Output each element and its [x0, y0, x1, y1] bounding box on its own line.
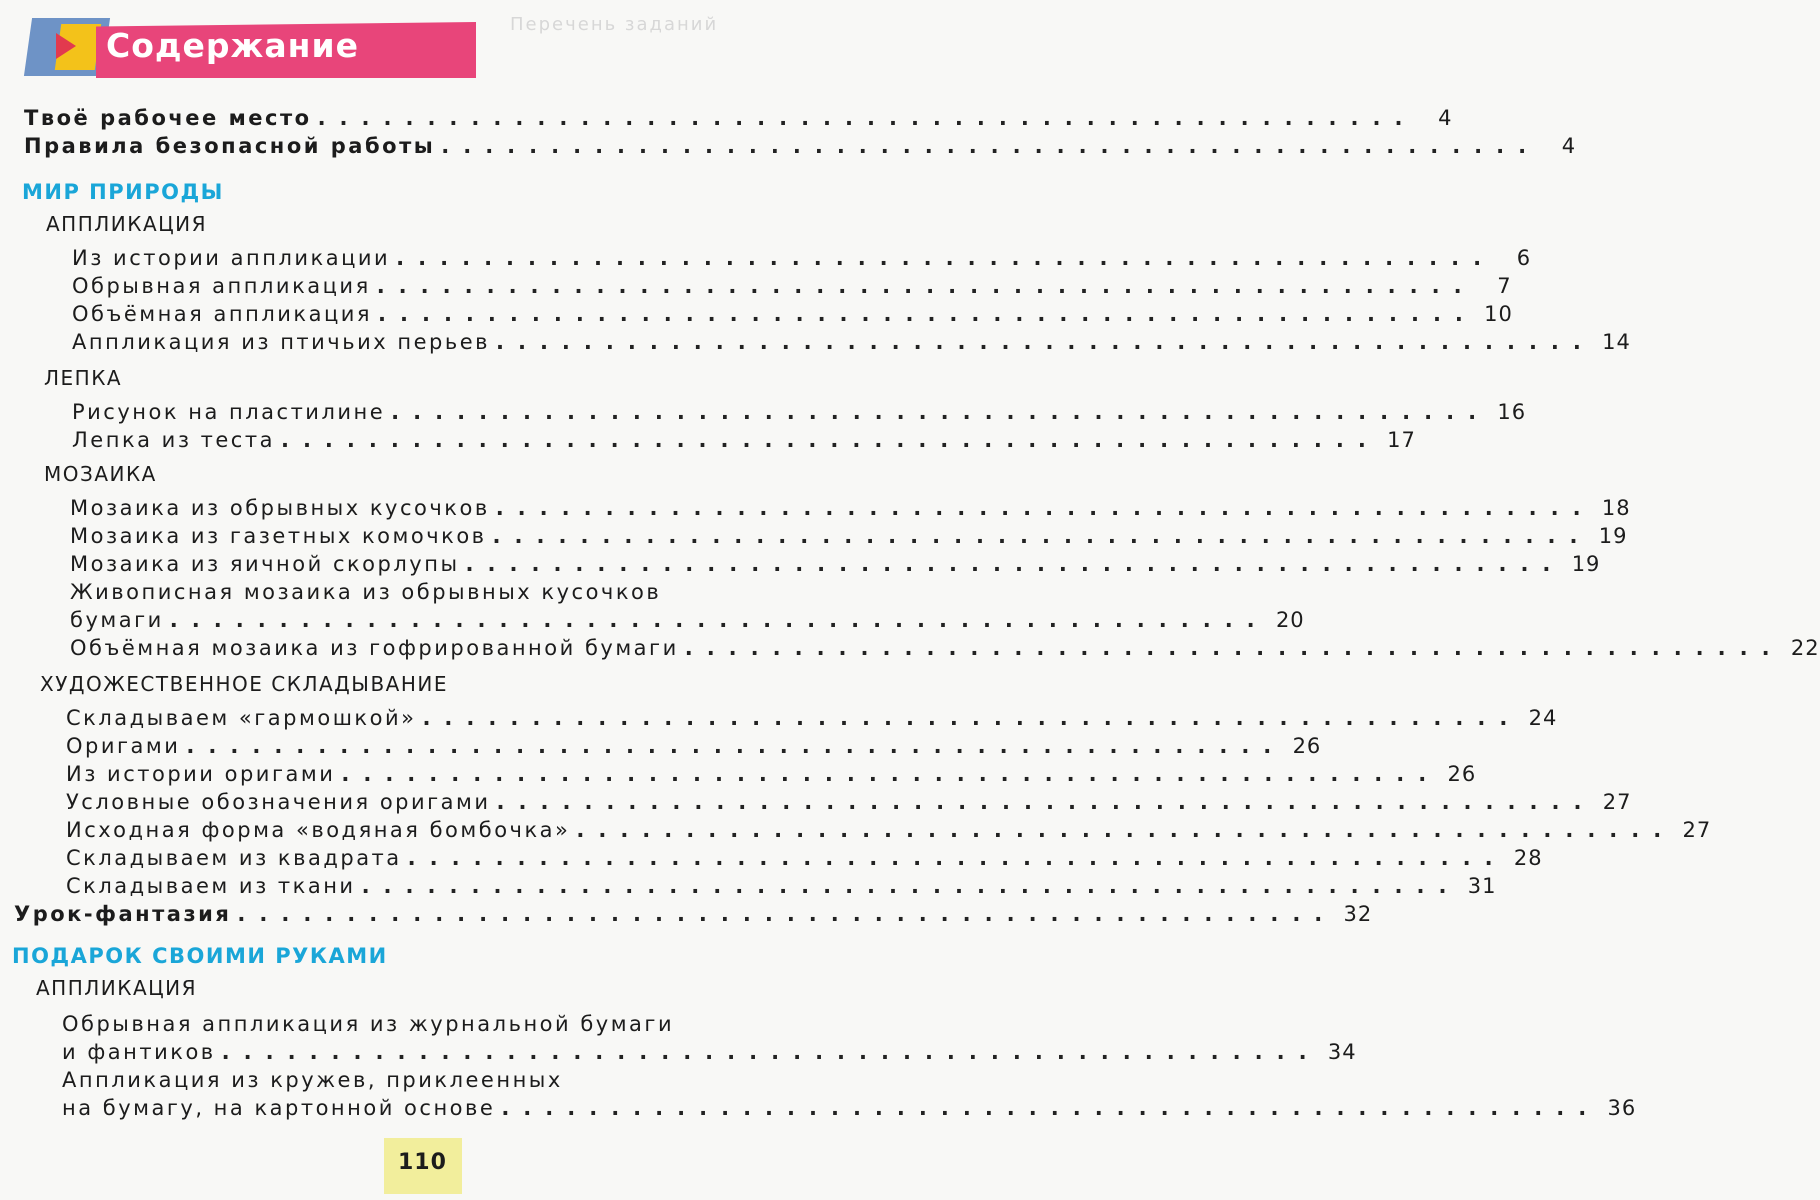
toc-row[interactable] [70, 524, 1628, 552]
toc-row-label: на бумагу, на картонной основе [62, 1096, 496, 1120]
toc-row[interactable] [72, 274, 1512, 302]
toc-row[interactable] [72, 246, 1532, 274]
toc-row[interactable] [70, 636, 1820, 664]
toc-row-label-line1: Аппликация из кружев, приклеенных [62, 1068, 563, 1092]
leader-dots: .................................................. [492, 524, 1592, 548]
toc-row-label: Исходная форма «водяная бомбочка» [66, 818, 571, 842]
toc-row-page: 27 [1602, 790, 1632, 814]
toc-row-label-line1: Живописная мозаика из обрывных кусочков [70, 580, 662, 604]
toc-row-fantasy-lesson[interactable] [14, 902, 1373, 930]
section-title-nature: МИР ПРИРОДЫ [22, 180, 224, 204]
leader-dots: .................................................. [684, 636, 1784, 660]
toc-row-label: Условные обозначения оригами [66, 790, 491, 814]
leader-dots: .................................................. [391, 400, 1491, 424]
toc-row-label: Оригами [66, 734, 181, 758]
leader-dots: .................................................. [341, 762, 1441, 786]
leader-dots: .................................................. [576, 818, 1676, 842]
toc-row-workplace[interactable] [24, 106, 1453, 134]
toc-row-page: 14 [1602, 330, 1631, 354]
toc-row-label: Лепка из теста [72, 428, 275, 452]
group-title-applique: АППЛИКАЦИЯ [36, 976, 198, 1000]
leader-dots: .................................................. [186, 734, 1286, 758]
toc-row-label: Рисунок на пластилине [72, 400, 386, 424]
leader-dots: .................................................. [376, 274, 1476, 298]
toc-row-label: Из истории аппликации [72, 246, 391, 270]
toc-row-page: 31 [1467, 874, 1497, 898]
toc-row-label: Складываем из квадрата [66, 846, 402, 870]
leader-dots: .................................................. [396, 246, 1496, 270]
leader-dots: .................................................. [280, 428, 1380, 452]
toc-row[interactable] [72, 330, 1631, 358]
toc-row-label: Складываем «гармошкой» [66, 706, 417, 730]
toc-row[interactable] [66, 818, 1712, 846]
group-title-applique: АППЛИКАЦИЯ [46, 212, 208, 236]
toc-row-page: 10 [1484, 302, 1513, 326]
page-title: Содержание [106, 26, 359, 65]
toc-row[interactable] [70, 496, 1631, 524]
toc-row-page: 19 [1571, 552, 1601, 576]
toc-row[interactable] [62, 1096, 1637, 1124]
toc-row-label: Твоё рабочее место [24, 106, 312, 130]
toc-row-page: 27 [1682, 818, 1712, 842]
toc-row-page: 20 [1275, 608, 1305, 632]
toc-row-label: Мозаика из обрывных кусочков [70, 496, 490, 520]
toc-row-label: бумаги [70, 608, 164, 632]
toc-row[interactable] [70, 608, 1305, 636]
toc-row-label: Мозаика из газетных комочков [70, 524, 487, 548]
group-title-mosaic: МОЗАИКА [44, 462, 157, 486]
page-number: 110 [398, 1150, 447, 1175]
toc-row-page: 7 [1497, 274, 1512, 298]
group-title-folding: ХУДОЖЕСТВЕННОЕ СКЛАДЫВАНИЕ [40, 672, 448, 696]
faded-top-text: Перечень заданий [510, 14, 719, 35]
play-triangle-icon [56, 33, 76, 59]
toc-row[interactable] [66, 734, 1322, 762]
toc-row-page: 18 [1601, 496, 1631, 520]
toc-row-page: 32 [1343, 902, 1373, 926]
toc-row-page: 22 [1790, 636, 1820, 660]
toc-row-label: Складываем из ткани [66, 874, 356, 898]
toc-row-label: Аппликация из птичьих перьев [72, 330, 490, 354]
toc-row-page: 17 [1387, 428, 1416, 452]
section-title-gift: ПОДАРОК СВОИМИ РУКАМИ [12, 944, 388, 968]
toc-row[interactable] [66, 762, 1477, 790]
toc-row-safety-rules[interactable] [24, 134, 1577, 162]
leader-dots: .................................................. [378, 302, 1477, 326]
toc-row-page: 24 [1528, 706, 1558, 730]
toc-row[interactable] [70, 552, 1601, 580]
leader-dots: .................................................. [501, 1096, 1601, 1120]
toc-row[interactable] [66, 846, 1543, 874]
leader-dots: .................................................. [496, 790, 1596, 814]
toc-row[interactable] [66, 874, 1497, 902]
leader-dots: .................................................. [441, 134, 1541, 158]
toc-row[interactable] [66, 706, 1558, 734]
leader-dots: .................................................. [495, 496, 1595, 520]
toc-row-label: Из истории оригами [66, 762, 336, 786]
leader-dots: .................................................. [422, 706, 1522, 730]
toc-row[interactable] [66, 790, 1632, 818]
leader-dots: .................................................. [465, 552, 1565, 576]
toc-row-label: и фантиков [62, 1040, 216, 1064]
toc-row-label-line1: Обрывная аппликация из журнальной бумаги [62, 1012, 675, 1036]
toc-row-page: 28 [1513, 846, 1543, 870]
leader-dots: .................................................. [407, 846, 1507, 870]
toc-row-label: Мозаика из яичной скорлупы [70, 552, 460, 576]
toc-row-page: 36 [1607, 1096, 1637, 1120]
toc-row[interactable] [62, 1040, 1357, 1068]
toc-row-label: Объёмная мозаика из гофрированной бумаги [70, 636, 679, 660]
leader-dots: .................................................. [237, 902, 1337, 926]
leader-dots: .................................................. [221, 1040, 1321, 1064]
toc-row[interactable] [72, 302, 1513, 330]
toc-row-page: 19 [1598, 524, 1628, 548]
toc-row-page: 4 [1438, 106, 1453, 130]
toc-row[interactable] [72, 400, 1527, 428]
toc-row-page: 26 [1292, 734, 1322, 758]
toc-row[interactable] [72, 428, 1416, 456]
leader-dots: .................................................. [169, 608, 1269, 632]
toc-row-label: Урок-фантазия [14, 902, 232, 926]
toc-row-label: Правила безопасной работы [24, 134, 436, 158]
toc-row-page: 16 [1497, 400, 1527, 424]
toc-row-label: Объёмная аппликация [72, 302, 373, 326]
leader-dots: .................................................. [361, 874, 1461, 898]
toc-row-page: 34 [1327, 1040, 1357, 1064]
toc-row-page: 26 [1447, 762, 1477, 786]
toc-row-page: 4 [1561, 134, 1577, 158]
leader-dots: .................................................. [317, 106, 1417, 130]
toc-row-page: 6 [1516, 246, 1532, 270]
toc-row-label: Обрывная аппликация [72, 274, 371, 298]
group-title-modeling: ЛЕПКА [44, 366, 123, 390]
leader-dots: .................................................. [496, 330, 1595, 354]
